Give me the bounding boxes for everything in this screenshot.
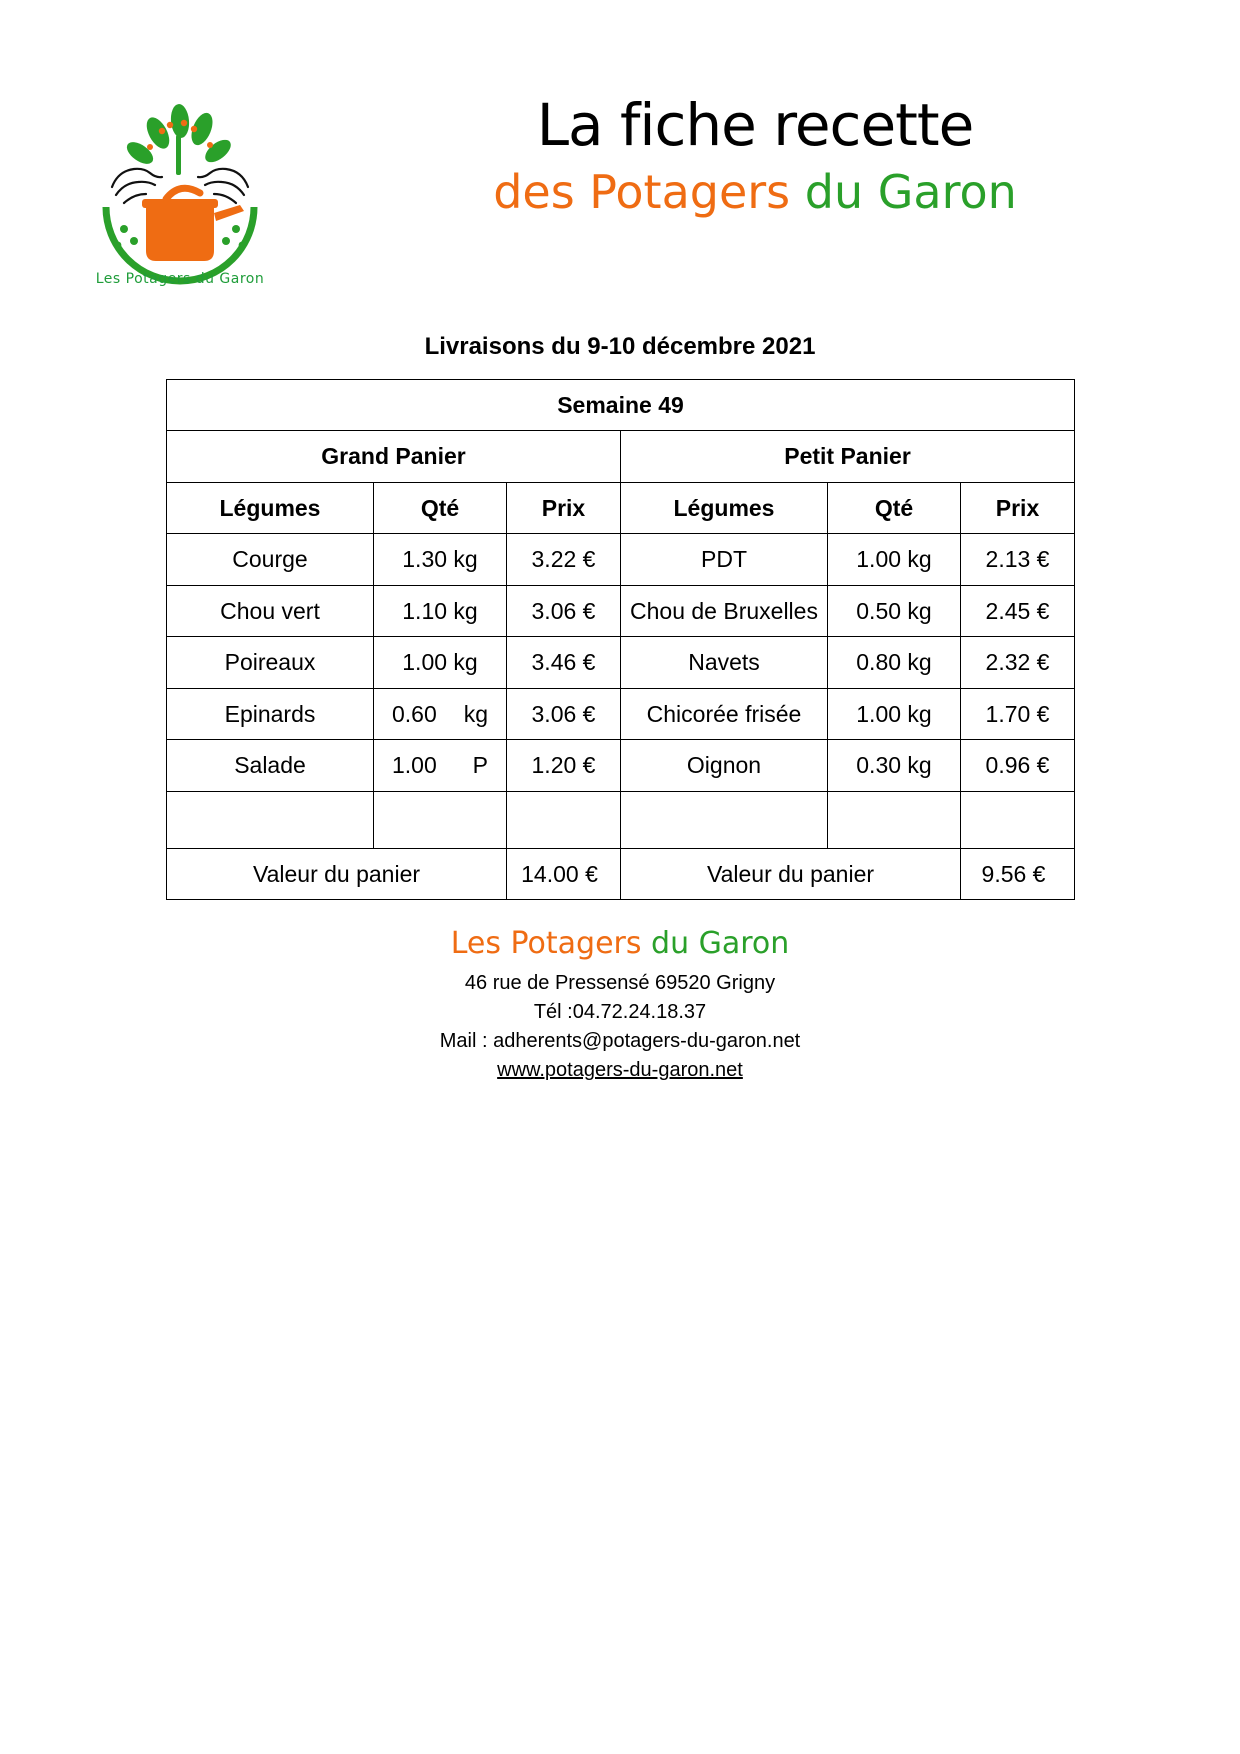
- table-row: [167, 688, 1075, 739]
- petit-total-label: Valeur du panier: [621, 848, 961, 899]
- basket-table-container: [166, 379, 1074, 900]
- footer-mail: Mail : adherents@potagers-du-garon.net: [439, 1030, 801, 1053]
- petit-prix: 2.32 €: [961, 637, 1075, 688]
- grand-total-value: 14.00 €: [507, 848, 621, 899]
- grand-qte-value: 0.60: [392, 700, 437, 727]
- col-header-legumes-grand: Légumes: [167, 482, 374, 533]
- table-row-empty: [167, 791, 1075, 848]
- potagers-du-garon-logo: [80, 95, 280, 295]
- petit-qte: 0.80 kg: [828, 637, 961, 688]
- table-row: [167, 534, 1075, 585]
- grand-prix: 3.06 €: [507, 688, 621, 739]
- grand-prix: 3.06 €: [507, 585, 621, 636]
- page-title: La fiche recette: [536, 91, 974, 159]
- petit-qte: 1.00 kg: [828, 688, 961, 739]
- footer-brand-orange: Les Potagers: [450, 925, 642, 961]
- footer-brand-green: du Garon: [651, 925, 790, 961]
- grand-panier-header: Grand Panier: [167, 431, 621, 482]
- subtitle-green-part: du Garon: [804, 164, 1017, 219]
- header-titles: [330, 91, 1240, 219]
- page-footer: [0, 922, 1240, 1086]
- logo-container: [0, 95, 330, 295]
- footer-address: 46 rue de Pressensé 69520 Grigny: [464, 972, 776, 995]
- logo-caption: Les Potagers du Garon: [95, 271, 265, 287]
- grand-qte: 1.30 kg: [374, 534, 507, 585]
- grand-legume: Chou vert: [167, 585, 374, 636]
- petit-prix: 2.13 €: [961, 534, 1075, 585]
- petit-prix: 2.45 €: [961, 585, 1075, 636]
- grand-qte: 1.10 kg: [374, 585, 507, 636]
- petit-legume: Oignon: [621, 740, 828, 791]
- table-row: [167, 637, 1075, 688]
- table-row-column-headers: [167, 482, 1075, 533]
- table-row: [167, 740, 1075, 791]
- petit-qte: 0.50 kg: [828, 585, 961, 636]
- subtitle-orange-part: des Potagers: [493, 164, 791, 219]
- petit-prix: 1.70 €: [961, 688, 1075, 739]
- grand-prix: 1.20 €: [507, 740, 621, 791]
- grand-qte-unit: kg: [463, 700, 488, 727]
- petit-panier-header: Petit Panier: [621, 431, 1075, 482]
- week-label: Semaine 49: [167, 380, 1075, 431]
- empty-cell: [374, 791, 507, 848]
- petit-legume: Chicorée frisée: [621, 688, 828, 739]
- petit-qte: 1.00 kg: [828, 534, 961, 585]
- grand-qte: 1.00 kg: [374, 637, 507, 688]
- page-subtitle: [330, 164, 1180, 219]
- table-row: [167, 585, 1075, 636]
- col-header-prix-petit: Prix: [961, 482, 1075, 533]
- col-header-prix-grand: Prix: [507, 482, 621, 533]
- table-row-week: [167, 380, 1075, 431]
- empty-cell: [621, 791, 828, 848]
- footer-brand: [0, 922, 1240, 966]
- table-row-totals: [167, 848, 1075, 899]
- petit-qte: 0.30 kg: [828, 740, 961, 791]
- petit-legume: Chou de Bruxelles: [621, 585, 828, 636]
- col-header-qte-petit: Qté: [828, 482, 961, 533]
- col-header-legumes-petit: Légumes: [621, 482, 828, 533]
- grand-legume: Poireaux: [167, 637, 374, 688]
- grand-qte-unit: P: [472, 752, 488, 779]
- grand-qte: [374, 740, 507, 791]
- page-header: [0, 0, 1240, 287]
- delivery-dates: Livraisons du 9-10 décembre 2021: [424, 333, 816, 360]
- petit-total-value: 9.56 €: [961, 848, 1075, 899]
- watering-can-plant-icon: [80, 95, 280, 295]
- empty-cell: [828, 791, 961, 848]
- footer-website-link[interactable]: www.potagers-du-garon.net: [497, 1059, 743, 1082]
- petit-legume: Navets: [621, 637, 828, 688]
- grand-prix: 3.46 €: [507, 637, 621, 688]
- col-header-qte-grand: Qté: [374, 482, 507, 533]
- footer-phone: Tél :04.72.24.18.37: [533, 1001, 707, 1024]
- grand-qte-value: 1.00: [392, 752, 437, 779]
- empty-cell: [961, 791, 1075, 848]
- grand-qte: [374, 688, 507, 739]
- grand-prix: 3.22 €: [507, 534, 621, 585]
- table-row-basket-headers: [167, 431, 1075, 482]
- grand-legume: Epinards: [167, 688, 374, 739]
- empty-cell: [507, 791, 621, 848]
- grand-legume: Courge: [167, 534, 374, 585]
- petit-prix: 0.96 €: [961, 740, 1075, 791]
- grand-total-label: Valeur du panier: [167, 848, 507, 899]
- petit-legume: PDT: [621, 534, 828, 585]
- grand-legume: Salade: [167, 740, 374, 791]
- empty-cell: [167, 791, 374, 848]
- basket-table: [166, 379, 1075, 900]
